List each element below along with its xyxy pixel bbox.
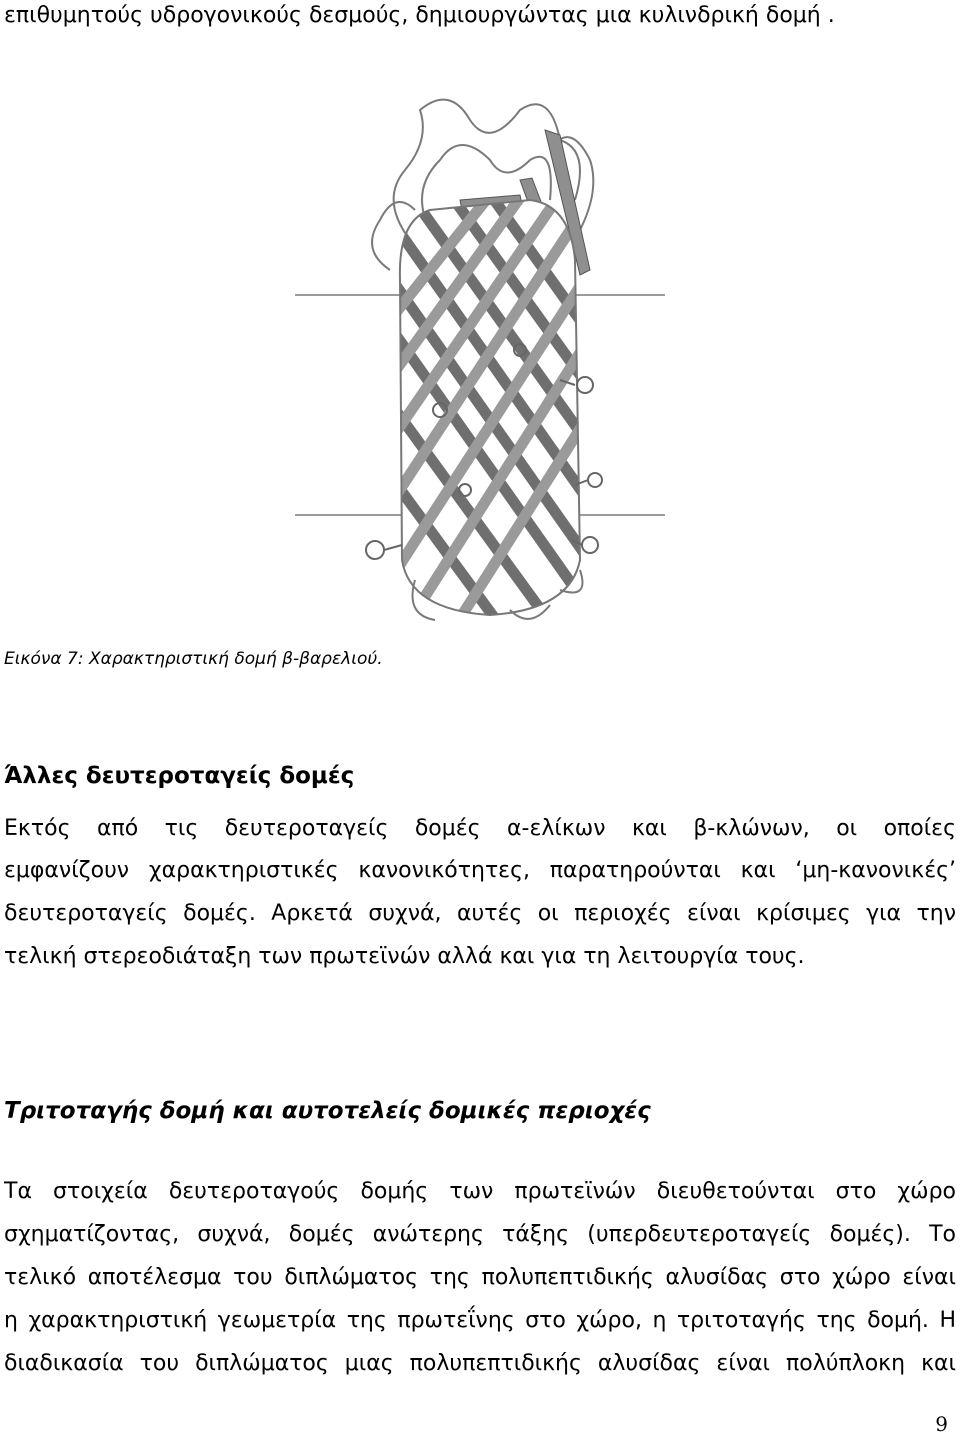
figure-caption: Εικόνα 7: Χαρακτηριστική δομή β-βαρελιού. [4,649,383,669]
paragraph-line-6: σχηματίζοντας, συχνά, δομές ανώτερης τάξης (υπερδευτεροταγείς δομές). Το [4,1222,956,1247]
section-heading-other-secondary: Άλλες δευτεροταγείς δομές [4,763,355,789]
beta-barrel-figure [290,90,670,630]
paragraph-line-7: τελικό αποτέλεσμα του διπλώματος της πολυπεπτιδικής αλυσίδας στο χώρο είναι [4,1265,956,1290]
section-heading-tertiary-structure: Τριτοταγής δομή και αυτοτελείς δομικές περιοχές [4,1098,651,1124]
paragraph-line-2: εμφανίζουν χαρακτηριστικές κανονικότητες, παρατηρούνται και ‘μη-κανονικές’ [4,858,956,883]
paragraph-line-8: η χαρακτηριστική γεωμετρία της πρωτεΐνης στο χώρο, η τριτοταγής της δομή. Η [4,1308,956,1333]
paragraph-line-4: τελική στερεοδιάταξη των πρωτεϊνών αλλά και για τη λειτουργία τους. [4,944,805,969]
paragraph-line-5: Τα στοιχεία δευτεροταγούς δομής των πρωτεϊνών διευθετούνται στο χώρο [4,1179,956,1204]
paragraph-line-3: δευτεροταγείς δομές. Αρκετά συχνά, αυτές οι περιοχές είναι κρίσιμες για την [4,901,956,926]
top-line: επιθυμητούς υδρογονικούς δεσμούς, δημιουργώντας μια κυλινδρική δομή . [4,3,835,28]
page-number: 9 [935,1412,948,1436]
paragraph-line-1: Εκτός από τις δευτεροταγείς δομές α-ελίκων και β-κλώνων, οι οποίες [4,816,956,841]
paragraph-line-9: διαδικασία του διπλώματος μιας πολυπεπτιδικής αλυσίδας είναι πολύπλοκη και [4,1351,956,1376]
